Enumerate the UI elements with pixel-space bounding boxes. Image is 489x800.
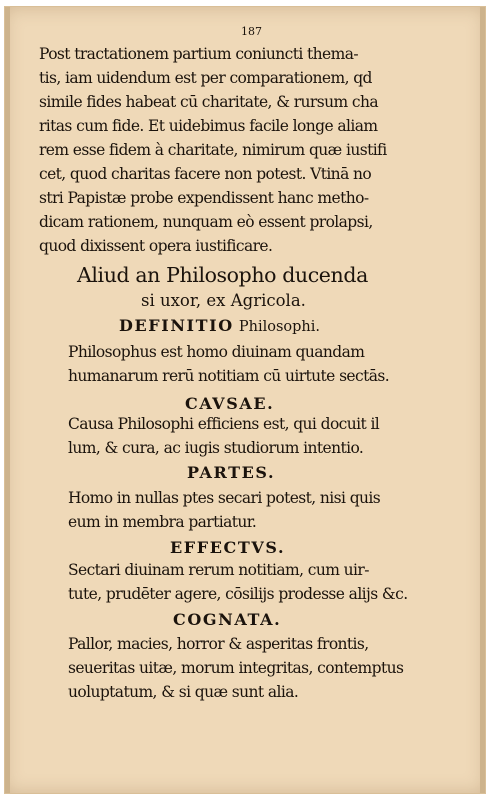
text-line: cet, quod charitas facere non potest. Vtinā no xyxy=(39,165,372,183)
text-line: stri Papistæ probe expendissent hanc metho- xyxy=(39,189,369,207)
text-line: Homo in nullas ptes secari potest, nisi quis xyxy=(68,489,381,507)
definitio-suffix: Philosophi. xyxy=(238,319,320,335)
text-line: Pallor, macies, horror & asperitas frontis, xyxy=(68,635,369,653)
text-line: quod dixissent opera iustificare. xyxy=(39,237,273,255)
effectus-label: EFFECTVS. xyxy=(170,538,286,557)
book-page xyxy=(4,6,486,794)
text-line: Philosophus est homo diuinam quandam xyxy=(68,343,365,361)
text-line: eum in membra partiatur. xyxy=(68,513,257,531)
text-line: tute, prudēter agere, cōsilijs prodesse alijs &c. xyxy=(68,585,408,603)
page-number: 187 xyxy=(241,25,262,38)
text-line: Post tractationem partium coniuncti thema- xyxy=(39,45,359,63)
partes-label: PARTES. xyxy=(187,463,276,482)
text-line: humanarum rerū notitiam cū uirtute sectās. xyxy=(68,367,390,385)
causae-label: CAVSAE. xyxy=(185,394,275,413)
section-subtitle: si uxor, ex Agricola. xyxy=(141,291,306,310)
section-title: Aliud an Philosopho ducenda xyxy=(77,263,368,287)
text-line: Causa Philosophi efficiens est, qui docuit il xyxy=(68,415,380,433)
text-line: ritas cum fide. Et uidebimus facile longe aliam xyxy=(39,117,378,135)
text-line: simile fides habeat cū charitate, & rursum cha xyxy=(39,93,378,111)
text-line: rem esse fidem à charitate, nimirum quæ iustifi xyxy=(39,141,387,159)
definitio-heading xyxy=(119,316,320,335)
cognata-label: COGNATA. xyxy=(173,610,282,629)
text-line: tis, iam uidendum est per comparationem, qd xyxy=(39,69,372,87)
page-edge-left xyxy=(5,7,10,793)
text-line: dicam rationem, nunquam eò essent prolapsi, xyxy=(39,213,373,231)
definitio-label: DEFINITIO xyxy=(119,316,234,335)
text-line: Sectari diuinam rerum notitiam, cum uir- xyxy=(68,561,369,579)
text-line: seueritas uitæ, morum integritas, contemptus xyxy=(68,659,404,677)
text-line: lum, & cura, ac iugis studiorum intentio. xyxy=(68,439,364,457)
page-edge-right xyxy=(480,7,485,793)
text-line: uoluptatum, & si quæ sunt alia. xyxy=(68,683,299,701)
